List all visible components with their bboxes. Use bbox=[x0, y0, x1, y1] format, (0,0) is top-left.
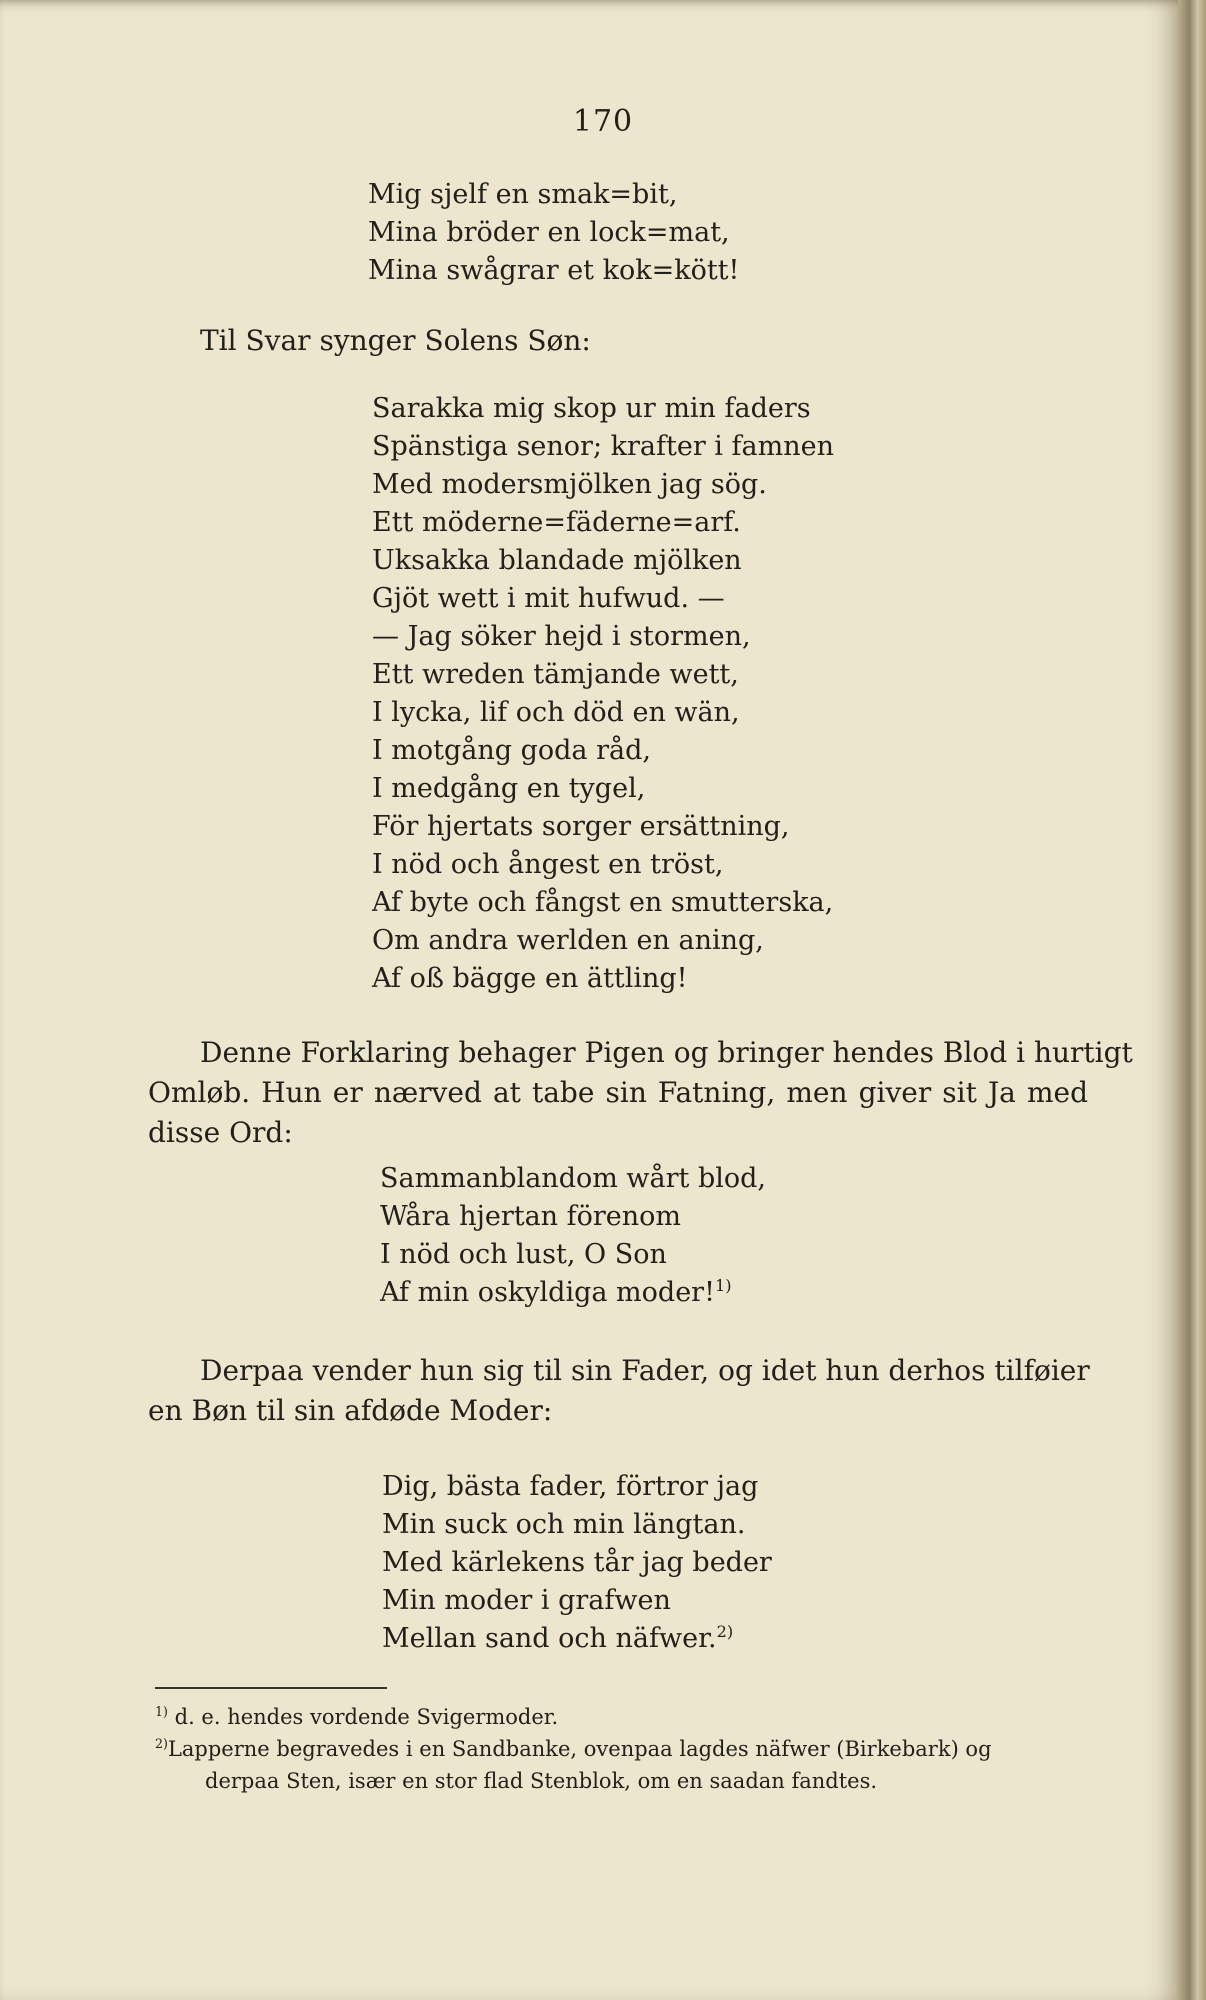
footnote-2 bbox=[155, 1734, 992, 1764]
verse-line: Uksakka blandade mjölken bbox=[372, 545, 742, 576]
footnote-marker: 1) bbox=[714, 1276, 732, 1295]
footnote-1 bbox=[155, 1702, 558, 1732]
verse-line: Af byte och fångst en smutterska, bbox=[372, 887, 834, 918]
verse-line: I nöd och ångest en tröst, bbox=[372, 849, 724, 880]
footnote-marker: 2) bbox=[716, 1622, 734, 1641]
verse-line: I lycka, lif och död en wän, bbox=[372, 697, 740, 728]
verse-line: I nöd och lust, O Son bbox=[380, 1239, 667, 1270]
verse-line: Min suck och min längtan. bbox=[382, 1509, 746, 1540]
verse-line: Ett möderne=fäderne=arf. bbox=[372, 507, 741, 538]
footnote-marker: 2) bbox=[155, 1736, 168, 1751]
verse-line: Med kärlekens tår jag beder bbox=[382, 1547, 772, 1578]
verse-line: — Jag söker hejd i stormen, bbox=[372, 621, 751, 652]
verse-line: Om andra werlden en aning, bbox=[372, 925, 764, 956]
verse-line: I medgång en tygel, bbox=[372, 773, 646, 804]
verse-line: Mig sjelf en smak=bit, bbox=[368, 179, 678, 210]
verse-line: För hjertats sorger ersättning, bbox=[372, 811, 790, 842]
verse-text: Mellan sand och näfwer. bbox=[382, 1623, 717, 1654]
footnote-rule bbox=[155, 1687, 387, 1689]
verse-line: Wåra hjertan förenom bbox=[380, 1201, 682, 1232]
footnote-text: Lapperne begravedes i en Sandbanke, ovenpaa lagdes näfwer (Birkebark) og bbox=[167, 1737, 992, 1761]
verse-line: Mina swågrar et kok=kött! bbox=[368, 255, 740, 286]
intro-line: Til Svar synger Solens Søn: bbox=[200, 324, 591, 357]
prose-line: Omløb. Hun er nærved at tabe sin Fatning, men giver sit Ja med bbox=[148, 1076, 1088, 1109]
verse-line bbox=[382, 1620, 733, 1658]
page-number: 170 bbox=[572, 104, 634, 139]
footnote-2-continued: derpaa Sten, især en stor flad Stenblok, om en saadan fandtes. bbox=[205, 1769, 878, 1793]
verse-line: Dig, bästa fader, förtror jag bbox=[382, 1471, 759, 1502]
prose-line: disse Ord: bbox=[148, 1116, 293, 1149]
verse-line: Ett wreden tämjande wett, bbox=[372, 659, 739, 690]
page-edge bbox=[1178, 0, 1206, 2000]
verse-line: Af oß bägge en ättling! bbox=[372, 963, 688, 994]
prose-line: Derpaa vender hun sig til sin Fader, og idet hun derhos tilføier bbox=[200, 1354, 1090, 1387]
verse-line: I motgång goda råd, bbox=[372, 735, 651, 766]
verse-line: Sammanblandom wårt blod, bbox=[380, 1163, 767, 1194]
prose-line: Denne Forklaring behager Pigen og bringer hendes Blod i hurtigt bbox=[200, 1036, 1133, 1069]
verse-text: Af min oskyldiga moder! bbox=[380, 1277, 715, 1308]
footnote-marker: 1) bbox=[155, 1704, 168, 1719]
footnote-text: d. e. hendes vordende Svigermoder. bbox=[174, 1705, 559, 1729]
verse-line: Mina bröder en lock=mat, bbox=[368, 217, 730, 248]
verse-line: Spänstiga senor; krafter i famnen bbox=[372, 431, 834, 462]
verse-line bbox=[380, 1274, 732, 1312]
verse-line: Gjöt wett i mit hufwud. — bbox=[372, 583, 725, 614]
verse-line: Sarakka mig skop ur min faders bbox=[372, 393, 811, 424]
verse-line: Min moder i grafwen bbox=[382, 1585, 671, 1616]
prose-line: en Bøn til sin afdøde Moder: bbox=[148, 1394, 553, 1427]
verse-line: Med modersmjölken jag sög. bbox=[372, 469, 767, 500]
